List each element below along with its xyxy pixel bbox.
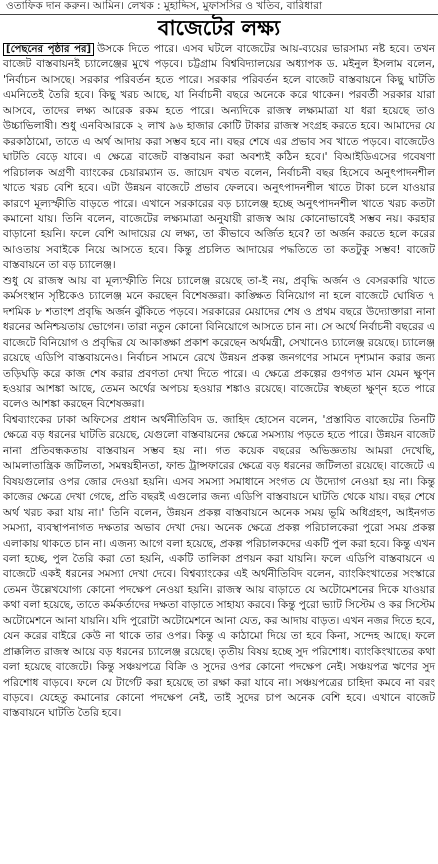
previous-article-tail: ওতাফিক দান করুন। আমিন। লেখক : মুহাদ্দিস, মুফাসসির ও খতিব, বারিধারা [6, 0, 323, 12]
article-paragraph [3, 274, 435, 413]
top-strip [0, 0, 438, 15]
paragraph-text: উসকে দিতে পারে। এসব ঘটলে বাজেটের আয়-ব্যয়ের ভারসাম্য নষ্ট হবে। তখন বাজেট বাস্তবায়নই চ্যালেঞ্জের মুখে পড়বে। চট্টগ্রাম বিশ্ববিদ্যালয়ের অধ্যাপক ড. মইনুল ইসলাম বলেন, 'নির্বাচন আসছে। সরকার পরিবর্তন হতে পারে। সরকার পরিবর্তন হলে বাজেট বাস্তবায়নে কিছু ঘাটতি এমনিতেই তৈরি হবে। কিছু খরচ আছে, যা নির্বাচনী বছরে অনেকে করে থাকেন। পরবর্তী সরকার যারা আসবে, তাদের লক্ষ্য আরেক রকম হতে পারে। অন্যদিকে রাজস্ব লক্ষ্যমাত্রা যা ধরা হয়েছে তাও উচ্চাভিলাষী। শুধু এনবিআরকে ২ লাখ ৯৬ হাজার কোটি টাকার রাজস্ব সংগ্রহ করতে হবে। আমাদের যে করকাঠামো, তাতে এ অর্থ আদায় করা সম্ভব হবে না। বছর শেষে এর প্রভাব সব খাতে পড়বে। বাজেটেও ঘাটতি বেড়ে যাবে। এ ক্ষেত্রে বাজেট বাস্তবায়ন করা অবশ্যই কঠিন হবে।' বিআইডিএসের গবেষণা পরিচালক অগ্রণী ব্যাংকের চেয়ারম্যান ড. জায়েদ বখত বলেন, নির্বাচনী বছর হিসেবে অনুৎপাদনশীল খাতে খরচ বেশি হবে। এটা উন্নয়ন বাজেটে প্রভাব ফেলবে। অনুৎপাদনশীল খাতে টাকা চলে যাওয়ার কারণে মূল্যস্ফীতি বাড়তে পারে। এখানে সরকারের বড় চ্যালেঞ্জ হচ্ছে অনুৎপাদনশীল খাতে খরচ কতটা কমানো যায়। তিনি বলেন, বাজেটের লক্ষ্যমাত্রা অনুযায়ী রাজস্ব আয় কোনোভাবেই সম্ভব নয়। করহার বাড়ানো হয়নি। ফলে বেশি আদায়ের যে লক্ষ্য, তা কীভাবে অর্জিত হবে? তা অর্জন করতে হলে করের আওতায় সবাইকে নিয়ে আসতে হবে। কিন্তু প্রচলিত আদায়ের পদ্ধতিতে তা কতটুকু সম্ভব! বাজেট বাস্তবায়নে তা বড় চ্যালেঞ্জ। [3, 43, 435, 272]
paragraph-text: শুধু যে রাজস্ব আয় বা মূল্যস্ফীতি নিয়ে চ্যালেঞ্জ রয়েছে তা-ই নয়, প্রবৃদ্ধি অর্জন ও বেসরকারি খাতে কর্মসংস্থান সৃষ্টিকেও চ্যালেঞ্জ মনে করছেন বিশেষজ্ঞরা। কাঙ্ক্ষিত বিনিয়োগ না হলে বাজেটে ঘোষিত ৭ দশমিক ৮ শতাংশ প্রবৃদ্ধি অর্জন ঝুঁকিতে পড়বে। সরকারের মেয়াদের শেষ ও প্রথম বছরে উদ্যোক্তারা নানা ধরনের অনিশ্চয়তায় ভোগেন। তারা নতুন কোনো বিনিয়োগে আসতে চান না। সে অর্থে নির্বাচনী বছরের এ বাজেটে বিনিয়োগ ও প্রবৃদ্ধির যে আকাঙ্ক্ষা প্রকাশ করেছেন অর্থমন্ত্রী, সেখানেও চ্যালেঞ্জ রয়েছে। চ্যালেঞ্জ রয়েছে এডিপি বাস্তবায়নেও। নির্বাচন সামনে রেখে উন্নয়ন প্রকল্প জনগণের সামনে দৃশ্যমান করার জন্য তড়িঘড়ি করে কাজ শেষ করার প্রবণতা দেখা দিতে পারে। এ ক্ষেত্রে প্রকল্পের গুণগত মান যেমন ক্ষুণ্ন হওয়ার আশঙ্কা আছে, তেমন অর্থের অপচয় হওয়ার শঙ্কাও রয়েছে। বাজেটের স্বচ্ছতা ক্ষুণ্ন হতে পারে বলেও আশঙ্কা করছেন বিশেষজ্ঞরা। [3, 274, 435, 411]
paragraph-text: বিশ্বব্যাংকের ঢাকা অফিসের প্রধান অর্থনীতিবিদ ড. জাহিদ হোসেন বলেন, 'প্রস্তাবিত বাজেটের তিনটি ক্ষেত্রে বড় ধরনের ঘাটতি রয়েছে, যেগুলো বাস্তবায়নের ক্ষেত্রে সমস্যায় পড়তে হতে পারে। উন্নয়ন বাজেট নানা প্রতিবন্ধকতায় বাস্তবায়ন সম্ভব হয় না। গত কয়েক বছরের অভিজ্ঞতায় আমরা দেখেছি, আমলাতান্ত্রিক জটিলতা, সমন্বয়হীনতা, ফান্ড ট্রান্সফারের ক্ষেত্রে বড় ধরনের জটিলতা রয়েছে। বাজেটে এ বিষয়গুলোর ওপর জোর দেওয়া হয়নি। এসব সমস্যা সমাধানে সংগত যে উদ্যোগ নেওয়া হয় না। কিন্তু কাজের ক্ষেত্রে দেখা গেছে, প্রতি বছরই এগুলোর জন্য এডিপি বাস্তবায়নে ঘাটতি থেকে যায়। বছর শেষে অর্থ খরচ করা যায় না।' তিনি বলেন, উন্নয়ন প্রকল্প বাস্তবায়নে অনেক সময় ভূমি অধিগ্রহণ, আইনগত সমস্যা, ব্যবস্থাপনাগত দক্ষতার অভাব দেখা দেয়। অনেক ক্ষেত্রে প্রকল্প পরিচালকেরা পুরো সময় প্রকল্প এলাকায় থাকতে চান না। এজন্য আগে বলা হয়েছে, প্রকল্প পরিচালকদের একটি পুল করা হবে। কিন্তু এখন বলা হচ্ছে, পুল তৈরি করা তো হয়নি, একটি তালিকা প্রণয়ন করা যায়নি। ফলে এডিপি বাস্তবায়নে এ বাজেটে একই ধরনের সমস্যা দেখা দেবে। বিশ্বব্যাংকের এই অর্থনীতিবিদ বলেন, ব্যাংকিংখাতের সংস্কারে তেমন উল্লেখযোগ্য কোনো পদক্ষেপ নেওয়া হয়নি। রাজস্ব আয় বাড়াতে যে অটোমেশনের দিকে যাওয়ার কথা বলা হয়েছে, তাতে কর্মকর্তাদের দক্ষতা বাড়াতে সাহায্য করবে। কিন্তু পুরো ভ্যাট সিস্টেম ও কর সিস্টেম অটোমেশনে আনা যায়নি। যদি পুরোটা অটোমেশনে আনা যেত, কর আদায় বাড়ত। এখন নজর দিতে হবে, যেন করের বাইরে কেউ না থাকে তার ওপর। কিন্তু এ কাঠামো দিয়ে তা হবে কিনা, সন্দেহ আছে। ফলে প্রাক্কলিত রাজস্ব আয়ে বড় ধরনের চ্যালেঞ্জ রয়েছে। তৃতীয় বিষয় হচ্ছে সুদ পরিশোধ। ব্যাংকিংখাতের কথা বলা হয়েছে বাজেটে। কিন্তু সঞ্চয়পত্রে বিক্রি ও সুদের ওপর কোনো পদক্ষেপ নেই। সঞ্চয়পত্র ঋণের সুদ পরিশোধ বাড়বে। ফলে যে টার্গেট করা হয়েছে তা রক্ষা করা যাবে না। সঞ্চয়পত্রের চাহিদা কমবে না বরং বাড়বে। যেহেতু কমানোর কোনো পদক্ষেপ নেই, তাই সুদের চাপ অনেক বেশি হবে। এখানে বাজেট বাস্তবায়নে ঘাটতি তৈরি হবে। [3, 413, 435, 720]
article-headline: বাজেটের লক্ষ্য [157, 15, 281, 40]
article-paragraph [3, 413, 435, 722]
headline-box [0, 14, 438, 42]
article-paragraph [3, 42, 435, 274]
continuation-label: [পেছনের পৃষ্ঠার পর] [3, 43, 94, 56]
article-body [3, 42, 435, 722]
